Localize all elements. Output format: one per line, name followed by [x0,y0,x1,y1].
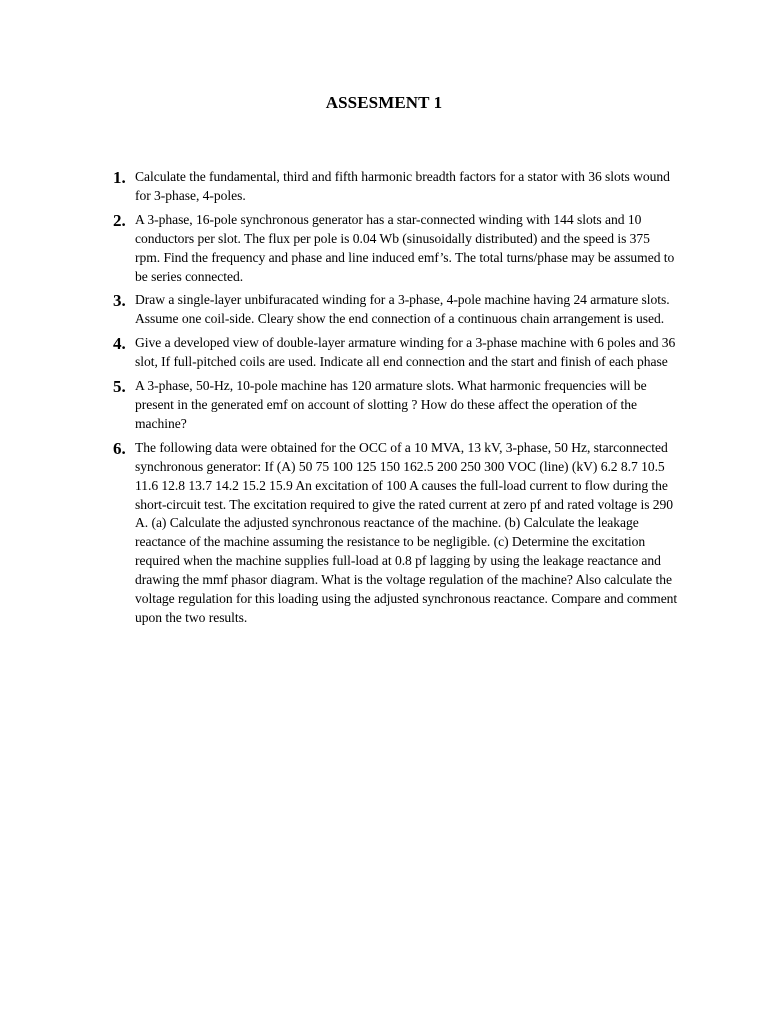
question-number: 6. [113,438,126,458]
question-number: 4. [113,334,126,354]
question-text: Draw a single-layer unbifuracated winding for a 3-phase, 4-pole machine having 24 armature slots. Assume one coil-side. Cleary show the end connection of a continuous chain arrangement is used. [135,292,670,327]
question-text: The following data were obtained for the OCC of a 10 MVA, 13 kV, 3-phase, 50 Hz, starconnected synchronous generator: If (A) 50 75 100 125 150 162.5 200 250 300 VOC (line) (kV) 6.2 8.7 10.5 11.6 12.8 13.7 14.2 15.2 15.9 An excitation of 100 A causes the full-load current to flow during the short-circuit test. The excitation required to give the rated current at zero pf and rated voltage is 290 A. (a) Calculate the adjusted synchronous reactance of the machine. (b) Calculate the leakage reactance of the machine assuming the resistance to be negligible. (c) Determine the excitation required when the machine supplies full-load at 0.8 pf lagging by using the leakage reactance and drawing the mmf phasor diagram. What is the voltage regulation of the machine? Also calculate the voltage regulation for this loading using the adjusted synchronous reactance. Compare and comment upon the two results. [135,439,678,625]
question-item-4 [108,334,678,372]
question-number: 3. [113,291,126,311]
question-text: A 3-phase, 16-pole synchronous generator has a star-connected winding with 144 slots and 10 conductors per slot. The flux per pole is 0.04 Wb (sinusoidally distributed) and the speed is 375 rpm. Find the frequency and phase and line induced emf’s. The total turns/phase may be assumed to be series connected. [135,211,675,284]
question-text: Give a developed view of double-layer armature winding for a 3-phase machine with 6 poles and 36 slot, If full-pitched coils are used. Indicate all end connection and the start and finish of each phase [135,335,676,370]
question-item-3 [108,291,678,329]
question-item-1 [108,168,678,206]
question-text: A 3-phase, 50-Hz, 10-pole machine has 120 armature slots. What harmonic frequencies will be present in the generated emf on account of slotting ? How do these affect the operation of the machine? [135,378,647,431]
question-item-6 [108,439,678,628]
page-title: ASSESMENT 1 [325,93,443,112]
question-number: 5. [113,377,126,397]
question-number: 1. [113,168,126,187]
question-item-2 [108,211,678,287]
question-text: Calculate the fundamental, third and fifth harmonic breadth factors for a stator with 36 slots wound for 3-phase, 4-poles. [135,169,670,203]
question-item-5 [108,377,678,434]
question-list [108,168,678,633]
question-number: 2. [113,210,126,230]
